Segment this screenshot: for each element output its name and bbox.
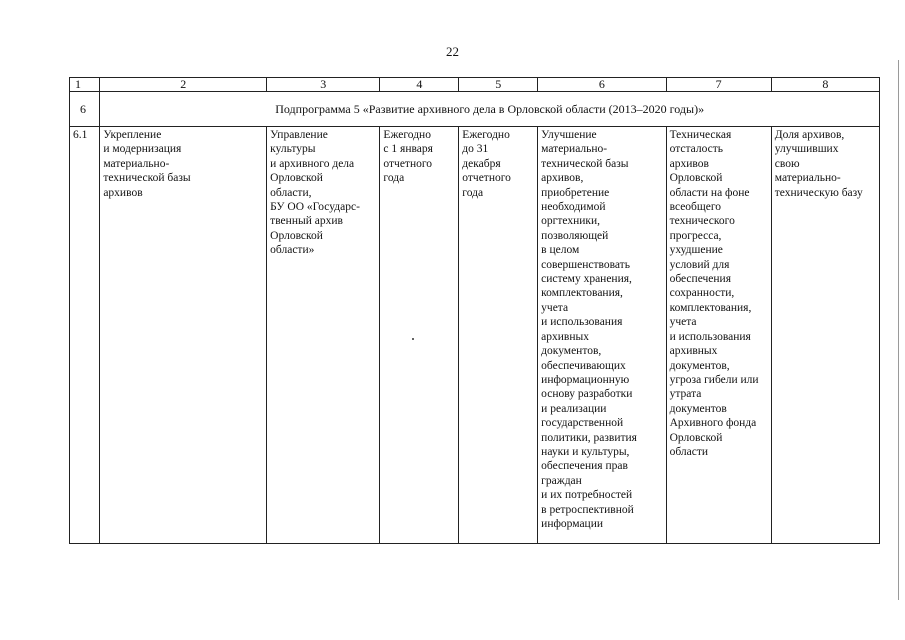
row-number: 6.1 xyxy=(70,127,100,544)
column-number-4: 4 xyxy=(380,78,459,92)
page-number: 22 xyxy=(446,44,459,59)
measure-text: Укрепление и модернизация материально- технической базы архивов xyxy=(103,129,191,199)
consequences-cell xyxy=(666,127,771,544)
subprogram-title: Подпрограмма 5 «Развитие архивного дела в Орловской области (2013–2020 годы)» xyxy=(100,92,880,127)
expected-result-cell xyxy=(538,127,666,544)
column-number-6: 6 xyxy=(538,78,666,92)
program-measures-table xyxy=(69,77,880,544)
column-number-2: 2 xyxy=(100,78,267,92)
expected-result-text: Улучшение материально- технической базы архивов, приобретение необходимой оргтехники, позволяющей в целом совершенствовать систему хранения, комплектования, учета и использования архивных документов, обеспечивающих информационную основу разработки и реализации государственной политики, развития науки и культуры, обеспечения прав граждан и их потребностей в ретроспективной информации xyxy=(541,129,637,530)
table-container xyxy=(69,77,880,544)
consequences-text: Техническая отсталость архивов Орловской области на фоне всеобщего технического прогресса, ухудшение условий для обеспечения сохранности, комплектования, учета и использования архивных документов, угроза гибели или утрата документов Архивного фонда Орловской области xyxy=(669,129,759,458)
start-date-text: Ежегодно с 1 января отчетного года xyxy=(383,129,433,185)
start-date-cell xyxy=(380,127,459,544)
end-date-cell xyxy=(459,127,538,544)
end-date-text: Ежегодно до 31 декабря отчетного года xyxy=(462,129,511,199)
measure-cell xyxy=(100,127,267,544)
column-number-8: 8 xyxy=(771,78,879,92)
column-number-1: 1 xyxy=(70,78,100,92)
executor-cell xyxy=(267,127,380,544)
column-number-7: 7 xyxy=(666,78,771,92)
table-row xyxy=(70,127,880,544)
executor-text: Управление культуры и архивного дела Орловской области, БУ ОО «Государс- твенный архив Орловской области» xyxy=(270,129,360,257)
column-number-3: 3 xyxy=(267,78,380,92)
subprogram-number: 6 xyxy=(70,92,100,127)
subprogram-row xyxy=(70,92,880,127)
indicator-text: Доля архивов, улучшивших свою материально- техническую базу xyxy=(774,129,863,199)
scan-dot xyxy=(412,338,414,340)
column-number-row xyxy=(70,78,880,92)
scan-edge-line xyxy=(898,60,899,600)
indicator-cell xyxy=(771,127,879,544)
column-number-5: 5 xyxy=(459,78,538,92)
